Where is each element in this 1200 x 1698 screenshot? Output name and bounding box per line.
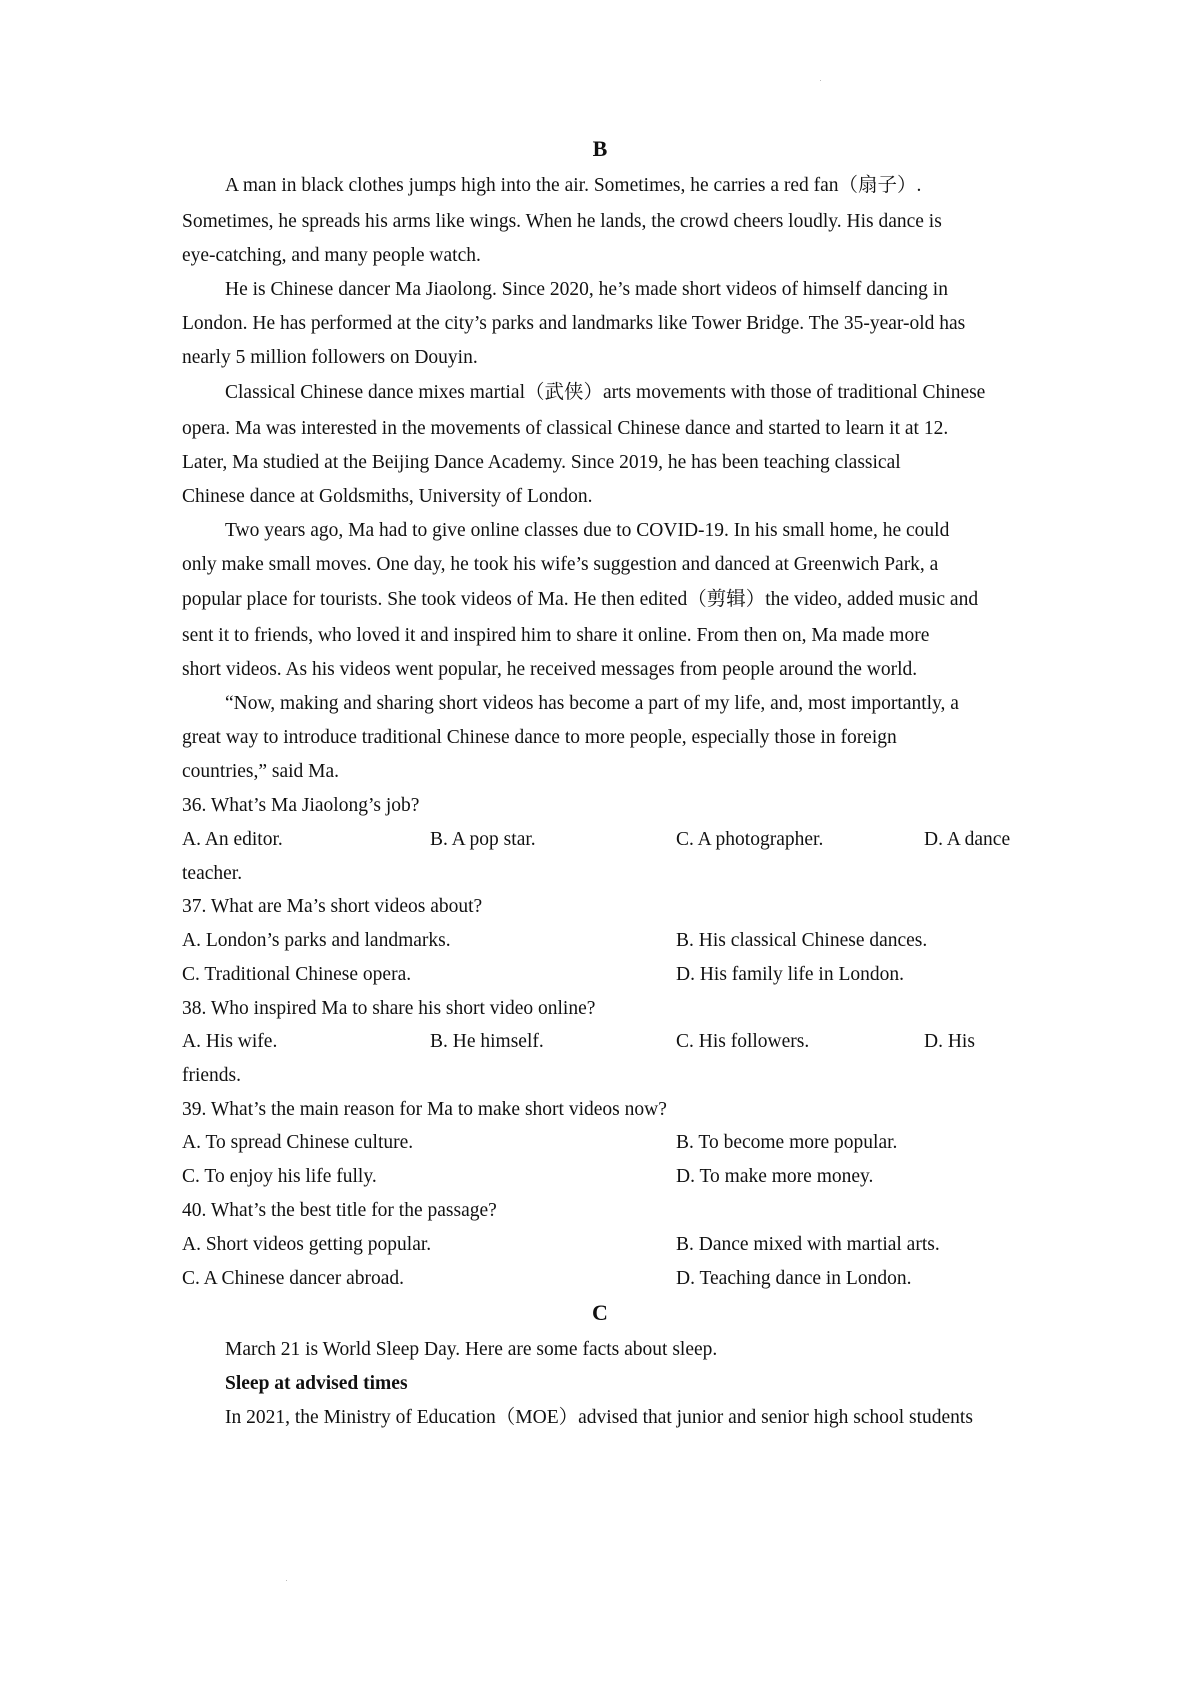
question-stem: 37. What are Ma’s short videos about? [182, 896, 483, 917]
answer-option: B. His classical Chinese dances. [676, 930, 928, 951]
answer-option: B. To become more popular. [676, 1132, 898, 1153]
question-stem: 40. What’s the best title for the passage? [182, 1200, 497, 1221]
paragraph-line: “Now, making and sharing short videos has become a part of my life, and, most importantly, a [225, 693, 959, 714]
answer-option: D. Teaching dance in London. [676, 1268, 912, 1289]
answer-option: A. London’s parks and landmarks. [182, 930, 451, 951]
paragraph-line: London. He has performed at the city’s parks and landmarks like Tower Bridge. The 35-year-old has [182, 313, 966, 334]
paragraph-line: Chinese dance at Goldsmiths, University of London. [182, 486, 593, 507]
paragraph-line: eye-catching, and many people watch. [182, 245, 481, 266]
question-stem: 39. What’s the main reason for Ma to make short videos now? [182, 1099, 667, 1120]
paragraph-line: opera. Ma was interested in the movements of classical Chinese dance and started to learn it at 12. [182, 418, 949, 439]
answer-option: A. His wife. [182, 1031, 278, 1052]
paragraph-line: He is Chinese dancer Ma Jiaolong. Since 2020, he’s made short videos of himself dancing in [225, 279, 948, 300]
paragraph-line: countries,” said Ma. [182, 761, 340, 782]
answer-option: D. His family life in London. [676, 964, 905, 985]
section-c-subheading: Sleep at advised times [225, 1373, 408, 1394]
paragraph-line: A man in black clothes jumps high into the air. Sometimes, he carries a red fan（扇子）. [225, 175, 922, 196]
scan-speck [820, 80, 821, 81]
section-b-heading: B [592, 136, 608, 161]
answer-option: C. A photographer. [676, 829, 824, 850]
paragraph-line: short videos. As his videos went popular, he received messages from people around the world. [182, 659, 918, 680]
paragraph-line: great way to introduce traditional Chinese dance to more people, especially those in foreign [182, 727, 897, 748]
paragraph-line: popular place for tourists. She took videos of Ma. He then edited（剪辑）the video, added music and [182, 589, 979, 610]
paragraph-line: Later, Ma studied at the Beijing Dance Academy. Since 2019, he has been teaching classical [182, 452, 901, 473]
answer-option: B. Dance mixed with martial arts. [676, 1234, 940, 1255]
answer-option: C. To enjoy his life fully. [182, 1166, 377, 1187]
answer-option: D. A dance [924, 829, 1011, 850]
paragraph-line: sent it to friends, who loved it and inspired him to share it online. From then on, Ma made more [182, 625, 930, 646]
paragraph-line: Two years ago, Ma had to give online classes due to COVID-19. In his small home, he could [225, 520, 950, 541]
section-c-heading: C [592, 1300, 608, 1325]
answer-option: D. To make more money. [676, 1166, 874, 1187]
answer-option: B. He himself. [430, 1031, 544, 1052]
answer-option: B. A pop star. [430, 829, 536, 850]
answer-option: C. His followers. [676, 1031, 810, 1052]
answer-option: A. An editor. [182, 829, 283, 850]
answer-option: C. A Chinese dancer abroad. [182, 1268, 405, 1289]
answer-option: C. Traditional Chinese opera. [182, 964, 412, 985]
question-stem: 38. Who inspired Ma to share his short video online? [182, 998, 596, 1019]
section-c-intro: March 21 is World Sleep Day. Here are some facts about sleep. [225, 1339, 718, 1360]
scan-speck [286, 1580, 287, 1581]
answer-option-wrap: teacher. [182, 863, 243, 884]
answer-option-wrap: friends. [182, 1065, 242, 1086]
answer-option: D. His [924, 1031, 975, 1052]
question-stem: 36. What’s Ma Jiaolong’s job? [182, 795, 420, 816]
answer-option: A. Short videos getting popular. [182, 1234, 432, 1255]
paragraph-line: Classical Chinese dance mixes martial（武侠）arts movements with those of traditional Chinese [225, 382, 986, 403]
paragraph-line: Sometimes, he spreads his arms like wings. When he lands, the crowd cheers loudly. His dance is [182, 211, 942, 232]
paragraph-line: In 2021, the Ministry of Education（MOE）advised that junior and senior high school students [225, 1407, 973, 1428]
answer-option: A. To spread Chinese culture. [182, 1132, 414, 1153]
paragraph-line: only make small moves. One day, he took his wife’s suggestion and danced at Greenwich Park, a [182, 554, 939, 575]
paragraph-line: nearly 5 million followers on Douyin. [182, 347, 478, 368]
